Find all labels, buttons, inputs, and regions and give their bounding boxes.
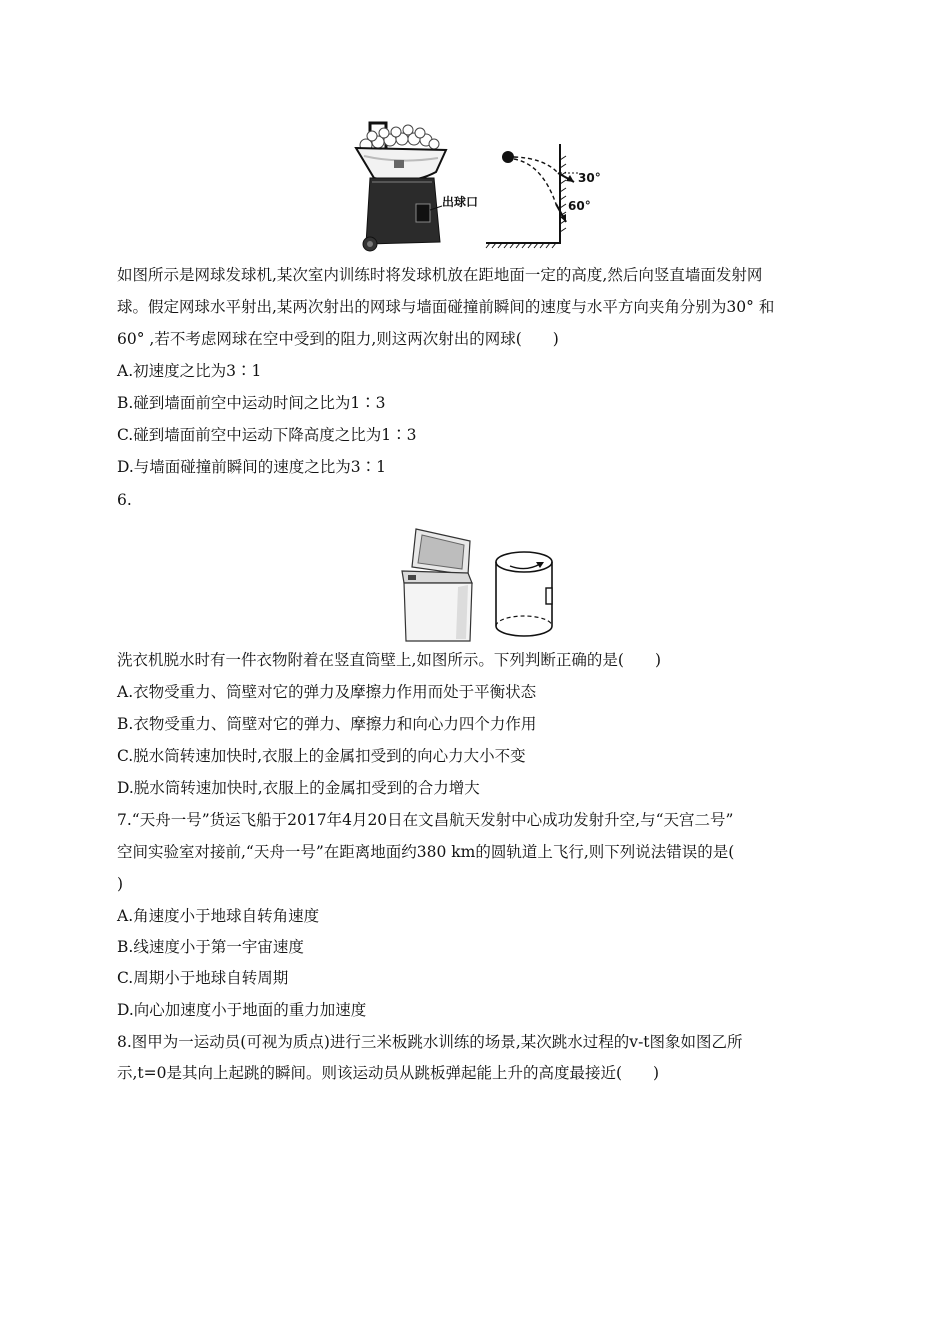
q6-number: 6. [117, 491, 132, 509]
angle-label-60: 60° [568, 199, 591, 213]
q5-stem-line-3: 60° ,若不考虑网球在空中受到的阻力,则这两次射出的网球( ) [117, 330, 559, 348]
q8-stem-line-1: 8.图甲为一运动员(可视为质点)进行三米板跳水训练的场景,某次跳水过程的v-t图象如图乙所 [117, 1033, 743, 1051]
q5-option-d: D.与墙面碰撞前瞬间的速度之比为3∶1 [117, 458, 387, 476]
q5-stem-line-1: 如图所示是网球发球机,某次室内训练时将发球机放在距地面一定的高度,然后向竖直墙面发射网 [117, 266, 763, 284]
q6-option-d: D.脱水筒转速加快时,衣服上的金属扣受到的合力增大 [117, 779, 480, 797]
ball-machine-figure [350, 120, 490, 252]
q7-stem-line-3: ) [117, 875, 124, 893]
q5-option-a: A.初速度之比为3∶1 [117, 362, 262, 380]
spin-drum-figure [488, 548, 560, 640]
q5-stem-line-2: 球。假定网球水平射出,某两次射出的网球与墙面碰撞前瞬间的速度与水平方向夹角分别为30° 和 [117, 298, 775, 316]
washing-machine-figure [398, 527, 478, 645]
q7-option-b: B.线速度小于第一宇宙速度 [117, 938, 304, 956]
q6-option-a: A.衣物受重力、筒壁对它的弹力及摩擦力作用而处于平衡状态 [117, 683, 537, 701]
trajectory-figure [484, 140, 614, 252]
q8-stem-line-2: 示,t=0是其向上起跳的瞬间。则该运动员从跳板弹起能上升的高度最接近( ) [117, 1064, 660, 1082]
outlet-label: 出球口 [442, 195, 479, 209]
q7-option-c: C.周期小于地球自转周期 [117, 969, 289, 987]
angle-label-30: 30° [578, 171, 601, 185]
q5-option-b: B.碰到墙面前空中运动时间之比为1∶3 [117, 394, 386, 412]
q7-stem-line-1: 7.“天舟一号”货运飞船于2017年4月20日在文昌航天发射中心成功发射升空,与“天宫二号” [117, 811, 734, 829]
q7-option-a: A.角速度小于地球自转角速度 [117, 907, 320, 925]
q6-stem: 洗衣机脱水时有一件衣物附着在竖直筒壁上,如图所示。下列判断正确的是( ) [117, 651, 662, 669]
q5-option-c: C.碰到墙面前空中运动下降高度之比为1∶3 [117, 426, 417, 444]
q7-option-d: D.向心加速度小于地面的重力加速度 [117, 1001, 367, 1019]
q7-stem-line-2: 空间实验室对接前,“天舟一号”在距离地面约380 km的圆轨道上飞行,则下列说法错误的是( [117, 843, 735, 861]
q6-option-c: C.脱水筒转速加快时,衣服上的金属扣受到的向心力大小不变 [117, 747, 526, 765]
q6-option-b: B.衣物受重力、筒壁对它的弹力、摩擦力和向心力四个力作用 [117, 715, 537, 733]
